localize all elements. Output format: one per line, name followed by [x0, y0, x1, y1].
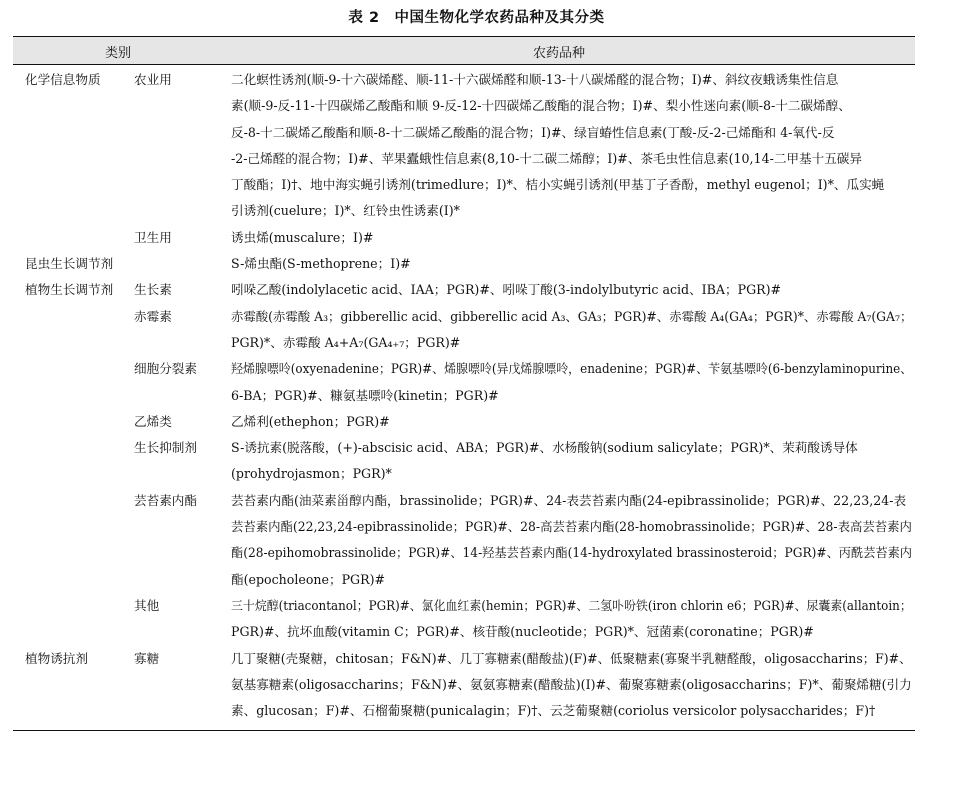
table-row	[13, 435, 915, 488]
varieties-line: 芸苔素内酯(22,23,24-epibrassinolide；PGR)#、28-高芸苔素内酯(28-homobrassinolide；PGR)#、28-表高芸苔素内	[231, 519, 912, 535]
varieties-cell	[231, 225, 912, 251]
table-row	[13, 356, 915, 409]
varieties-line: PGR)*、赤霉酸 A₄+A₇(GA₄₊₇；PGR)#	[231, 334, 461, 350]
varieties-line: 6-BA；PGR)#、糠氨基嘌呤(kinetin；PGR)#	[231, 387, 499, 403]
pesticide-classification-table	[13, 36, 915, 731]
category-group-cell: 植物生长调节剂	[25, 282, 114, 298]
table-row	[13, 251, 915, 277]
category-sub-cell: 乙烯类	[134, 413, 172, 429]
varieties-cell	[231, 277, 912, 303]
table-bottom-rule	[13, 730, 915, 731]
table-row	[13, 67, 915, 225]
varieties-line: S-诱抗素(脱落酸，(+)-abscisic acid、ABA；PGR)#、水杨酸钠(sodium salicylate；PGR)*、茉莉酸诱导体	[231, 440, 858, 456]
table-row	[13, 225, 915, 251]
varieties-line: 反-8-十二碳烯乙酸酯和顺-8-十二碳烯乙酸酯的混合物；I)#、绿盲蝽性信息素(丁酸-反-2-己烯酯和 4-氧代-反	[231, 124, 835, 140]
varieties-line: 三十烷醇(triacontanol；PGR)#、氯化血红素(hemin；PGR)#、二氢卟吩铁(iron chlorin e6；PGR)#、尿囊素(allantoin；	[231, 597, 912, 613]
category-sub-cell: 寡糖	[134, 650, 160, 666]
category-sub-cell: 赤霉素	[134, 308, 172, 324]
table-row	[13, 304, 915, 357]
varieties-line: 吲哚乙酸(indolylacetic acid、IAA；PGR)#、吲哚丁酸(3-indolylbutyric acid、IBA；PGR)#	[231, 282, 782, 298]
varieties-cell	[231, 435, 912, 488]
category-sub-cell: 细胞分裂素	[134, 361, 197, 377]
varieties-cell	[231, 646, 912, 725]
varieties-line: 芸苔素内酯(油菜素甾醇内酯，brassinolide；PGR)#、24-表芸苔素内酯(24-epibrassinolide；PGR)#、22,23,24-表	[231, 492, 907, 508]
category-sub-cell: 生长抑制剂	[134, 440, 197, 456]
varieties-line: 氨基寡糖素(oligosaccharins；F&N)#、氨氨寡糖素(醋酸盐)(I)#、葡聚寡糖素(oligosaccharins；F)*、葡聚烯糖(引力	[231, 676, 912, 692]
varieties-line: 赤霉酸(赤霉酸 A₃；gibberellic acid、gibberellic acid A₃、GA₃；PGR)#、赤霉酸 A₄(GA₄；PGR)*、赤霉酸 A₇(GA₇；	[231, 308, 913, 324]
header-category: 类别	[105, 46, 132, 61]
table-row	[13, 488, 915, 593]
varieties-line: 丁酸酯；I)†、地中海实蝇引诱剂(trimedlure；I)*、桔小实蝇引诱剂(甲基丁子香酚，methyl eugenol；I)*、瓜实蝇	[231, 177, 885, 193]
varieties-line: -2-己烯醛的混合物；I)#、苹果蠹蛾性信息素(8,10-十二碳二烯醇；I)#、茶毛虫性信息素(10,14-二甲基十五碳异	[231, 150, 862, 166]
varieties-line: 引诱剂(cuelure；I)*、红铃虫性诱素(I)*	[231, 203, 460, 219]
varieties-line: S-烯虫酯(S-methoprene；I)#	[231, 256, 411, 272]
varieties-line: 乙烯利(ethephon；PGR)#	[231, 413, 390, 429]
varieties-line: PGR)#、抗坏血酸(vitamin C；PGR)#、核苷酸(nucleotide；PGR)*、冠菌素(coronatine；PGR)#	[231, 624, 814, 640]
table-caption: 表 2 中国生物化学农药品种及其分类	[348, 10, 605, 26]
category-group-cell: 昆虫生长调节剂	[25, 256, 114, 272]
varieties-cell	[231, 251, 912, 277]
category-group-cell: 化学信息物质	[25, 72, 101, 87]
varieties-cell	[231, 304, 912, 357]
varieties-line: (prohydrojasmon；PGR)*	[231, 466, 392, 482]
varieties-cell	[231, 488, 912, 593]
table-row	[13, 646, 915, 725]
table-header-row	[13, 37, 915, 64]
varieties-line: 素、glucosan；F)#、石榴葡聚糖(punicalagin；F)†、云芝葡聚糖(coriolus versicolor polysaccharides；F)†	[231, 703, 876, 719]
table-row	[13, 593, 915, 646]
varieties-line: 羟烯腺嘌呤(oxyenadenine；PGR)#、烯腺嘌呤(异戊烯腺嘌呤，enadenine；PGR)#、苄氨基嘌呤(6-benzylaminopurine、	[231, 361, 913, 377]
varieties-cell	[231, 593, 912, 646]
table-body	[13, 65, 915, 730]
category-sub-cell: 农业用	[134, 72, 172, 87]
table-row	[13, 277, 915, 303]
category-sub-cell: 卫生用	[134, 229, 172, 245]
varieties-cell	[231, 356, 912, 409]
varieties-cell	[231, 409, 912, 435]
varieties-line: 素(顺-9-反-11-十四碳烯乙酸酯和顺 9-反-12-十四碳烯乙酸酯的混合物；I)#、梨小性迷向素(顺-8-十二碳烯醇、	[231, 98, 851, 114]
varieties-line: 诱虫烯(muscalure；I)#	[231, 229, 374, 245]
varieties-line: 二化螟性诱剂(顺-9-十六碳烯醛、顺-11-十六碳烯醛和顺-13-十八碳烯醛的混合物；I)#、斜纹夜蛾诱集性信息	[231, 72, 839, 87]
table-row	[13, 409, 915, 435]
category-sub-cell: 芸苔素内酯	[134, 492, 197, 508]
category-sub-cell: 其他	[134, 597, 160, 613]
category-group-cell: 植物诱抗剂	[25, 650, 88, 666]
varieties-line: 酯(epocholeone；PGR)#	[231, 571, 386, 587]
header-varieties: 农药品种	[533, 46, 586, 61]
varieties-cell	[231, 67, 912, 225]
category-sub-cell: 生长素	[134, 282, 172, 298]
varieties-line: 酯(28-epihomobrassinolide；PGR)#、14-羟基芸苔素内酯(14-hydroxylated brassinosteroid；PGR)#、丙酰芸苔素内	[231, 545, 913, 561]
varieties-line: 几丁聚糖(壳聚糖，chitosan；F&N)#、几丁寡糖素(醋酸盐)(F)#、低聚糖素(寡聚半乳糖醛酸，oligosaccharins；F)#、	[231, 650, 912, 666]
